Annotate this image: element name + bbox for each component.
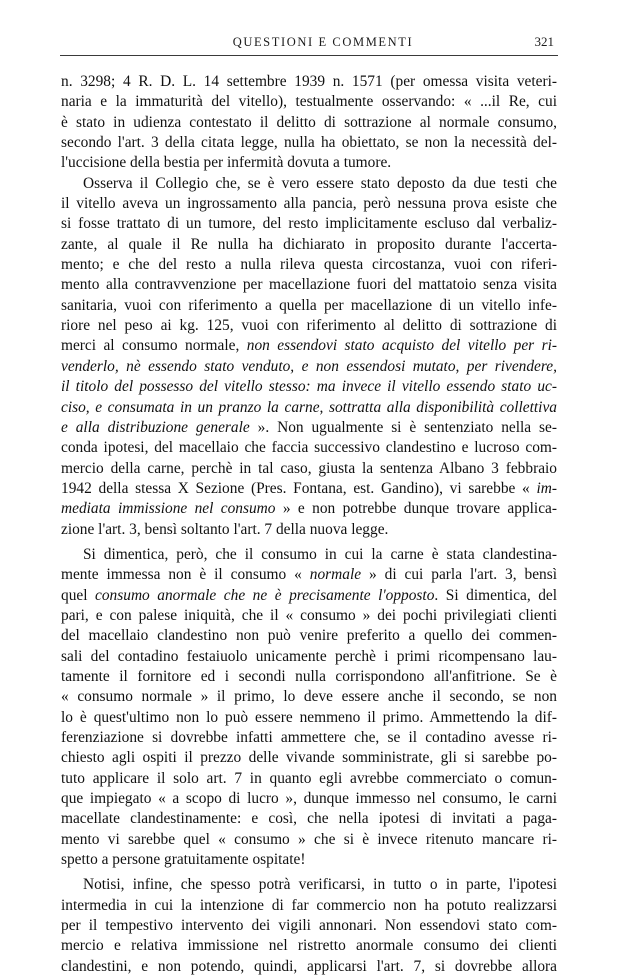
text-segment: tamente il fornitore ed i secondi nulla corrispondono all'anfitrione. Se è	[61, 667, 557, 685]
italic-segment: mediata immissione nel consumo	[61, 500, 276, 518]
text-segment: sanitaria, vuoi con riferimento a quella per macellazione di un vitello infe-	[61, 296, 557, 314]
text-segment: mercio della carne, perchè in tal caso, giusta la sentenza Albano 3 febbraio	[61, 459, 557, 477]
text-segment: 1942 della stessa X Sezione (Pres. Fontana, est. Gandino), vi sarebbe «	[61, 479, 537, 497]
text-line	[61, 438, 557, 458]
text-segment: mento alla contravvenzione per macellazione fuori del mattatoio senza visita	[61, 276, 557, 294]
text-line	[61, 647, 557, 667]
header-rule	[60, 55, 558, 56]
text-line	[61, 153, 557, 173]
text-line	[61, 916, 557, 936]
text-line	[61, 565, 557, 585]
text-segment: spetto a persone gratuitamente ospitate!	[61, 851, 306, 869]
text-segment: per il tempestivo intervento dei vigili annonari. Non essendovi stato com-	[61, 917, 557, 935]
paragraph	[61, 875, 557, 977]
text-line	[61, 850, 557, 870]
text-segment: n. 3298; 4 R. D. L. 14 settembre 1939 n. 1571 (per omessa visita veteri-	[61, 73, 557, 90]
text-segment: riore nel peso ai kg. 125, vuoi con riferimento al delitto di sottrazione di	[61, 317, 557, 335]
text-segment: lo è quest'ultimo non lo può essere nemmeno il primo. Ammettendo la dif-	[61, 708, 557, 726]
text-line	[61, 235, 557, 255]
text-segment: intermedia in cui la intenzione di far commercio non ha potuto realizzarsi	[61, 896, 557, 914]
text-line	[61, 92, 557, 112]
text-line	[61, 769, 557, 789]
text-line	[61, 459, 557, 479]
text-segment: . Si dimentica, del	[434, 586, 557, 604]
text-line	[61, 357, 557, 377]
text-line	[61, 499, 557, 519]
text-segment: Notisi, infine, che spesso potrà verificarsi, in tutto o in parte, l'ipotesi	[83, 876, 557, 894]
text-segment: Osserva il Collegio che, se è vero essere stato deposto da due testi che	[83, 174, 557, 192]
text-segment: zante, al quale il Re nulla ha dichiarato in proposito durante l'accerta-	[61, 235, 557, 253]
text-line	[61, 936, 557, 956]
text-line	[61, 316, 557, 336]
text-segment: macellate clandestinamente: e così, che nella ipotesi di invitati a paga-	[61, 810, 557, 828]
page-number: 321	[534, 34, 554, 49]
text-segment: mento; e che del resto a nulla rileva questa circostanza, vuoi con riferi-	[61, 256, 557, 274]
italic-segment: venderlo, nè essendo stato venduto, e non essendosi mutato, per rivendere,	[61, 357, 557, 375]
text-segment: » di cui parla l'art. 3, bensì	[361, 566, 557, 584]
text-segment: » e non potrebbe dunque trovare applica-	[275, 500, 557, 518]
text-line	[61, 708, 557, 728]
text-line	[61, 296, 557, 316]
italic-segment: ciso, e consumata in un pranzo la carne, sottratta alla disponibilità collettiva	[61, 398, 557, 416]
text-segment: que impiegato « a scopo di lucro », dunque immesso nel consumo, le carni	[61, 790, 557, 808]
text-segment: merci al consumo normale,	[61, 337, 247, 355]
text-line	[61, 728, 557, 748]
text-segment: l'uccisione della bestia per infermità dovuta a tumore.	[61, 154, 392, 172]
text-segment: il vitello aveva un ingrossamento alla pancia, però nessuna prova esiste che	[61, 195, 557, 213]
text-segment: mento vi sarebbe quel « consumo » che si è invece ritenuto mancare ri-	[61, 830, 557, 848]
text-line	[61, 398, 557, 418]
running-title: QUESTIONI E COMMENTI	[232, 35, 414, 49]
text-line	[61, 174, 557, 194]
text-line	[61, 113, 557, 133]
text-line	[61, 194, 557, 214]
text-segment: tuto applicare il solo art. 7 in quanto egli avrebbe commerciato o comun-	[61, 769, 557, 787]
text-segment: clandestini, e non potendo, quindi, applicarsi l'art. 7, si dovrebbe allora	[61, 957, 557, 975]
running-head	[90, 33, 556, 53]
text-segment: è stato in udienza contestato il delitto di sottrazione al normale consumo,	[61, 113, 557, 131]
italic-segment: normale	[309, 566, 362, 584]
text-line	[61, 377, 557, 397]
text-line	[61, 667, 557, 687]
text-segment: zione l'art. 3, bensì soltanto l'art. 7 della nuova legge.	[61, 520, 389, 538]
text-line	[61, 687, 557, 707]
text-line	[61, 875, 557, 895]
text-segment: si fosse trattato di un tumore, del resto implicitamente escluso dal verbaliz-	[61, 215, 557, 233]
text-line	[61, 545, 557, 565]
text-segment: conda ipotesi, del macellaio che faccia successivo clandestino e lucroso com-	[61, 439, 557, 457]
text-line	[61, 830, 557, 850]
text-line	[61, 275, 557, 295]
text-segment: mente immessa non è il consumo «	[61, 566, 310, 584]
text-line	[61, 606, 557, 626]
text-line	[61, 809, 557, 829]
paragraph	[61, 72, 557, 174]
text-line	[61, 214, 557, 234]
text-line	[61, 748, 557, 768]
text-line	[61, 586, 557, 606]
text-line	[61, 896, 557, 916]
text-segment: ». Non ugualmente si è sentenziato nella se-	[249, 418, 557, 436]
text-line	[61, 957, 557, 977]
italic-segment: e alla distribuzione generale	[61, 418, 250, 436]
text-line	[61, 626, 557, 646]
italic-segment: il titolo del possesso del vitello stesso: ma invece il vitello essendo stato uc-	[61, 378, 557, 396]
italic-segment: non essendovi stato acquisto del vitello per ri-	[246, 337, 557, 355]
text-line	[61, 479, 557, 499]
text-segment: del macellaio clandestino non può venire preferito a quello dei commen-	[61, 627, 557, 645]
text-segment: secondo l'art. 3 della citata legge, nulla ha obiettato, se non la necessità del-	[61, 134, 557, 152]
paragraph	[61, 545, 557, 871]
text-segment: mercio e relativa immissione nel ristretto anormale consumo dei clienti	[61, 937, 557, 955]
text-segment: pari, e con palese iniquità, che il « consumo » dei pochi privilegiati clienti	[61, 606, 557, 624]
text-line	[61, 336, 557, 356]
text-segment: chiesto agli ospiti il prezzo delle vivande somministrate, gli si sarebbe po-	[61, 749, 557, 767]
text-line	[61, 418, 557, 438]
text-segment: ferenziazione si dovrebbe infatti ammettere che, se il contadino avesse ri-	[61, 729, 557, 746]
text-segment: Si dimentica, però, che il consumo in cui la carne è stata clandestina-	[83, 545, 557, 563]
text-segment: quel	[61, 586, 96, 604]
text-line	[61, 133, 557, 153]
paragraph	[61, 174, 557, 540]
text-line	[61, 72, 557, 92]
text-segment: sali del contadino festaiuolo unicamente perchè i primi ricompensano lau-	[61, 647, 557, 665]
text-line	[61, 255, 557, 275]
italic-segment: consumo anormale che ne è precisamente l'opposto	[95, 586, 435, 604]
text-segment: naria e la immaturità del vitello), testualmente osservando: « ...il Re, cui	[61, 93, 557, 111]
text-line	[61, 789, 557, 809]
text-line	[61, 520, 557, 540]
italic-segment: im-	[536, 479, 557, 497]
body-text	[61, 72, 557, 977]
text-segment: « consumo normale » il primo, lo deve essere anche il secondo, se non	[61, 688, 557, 706]
